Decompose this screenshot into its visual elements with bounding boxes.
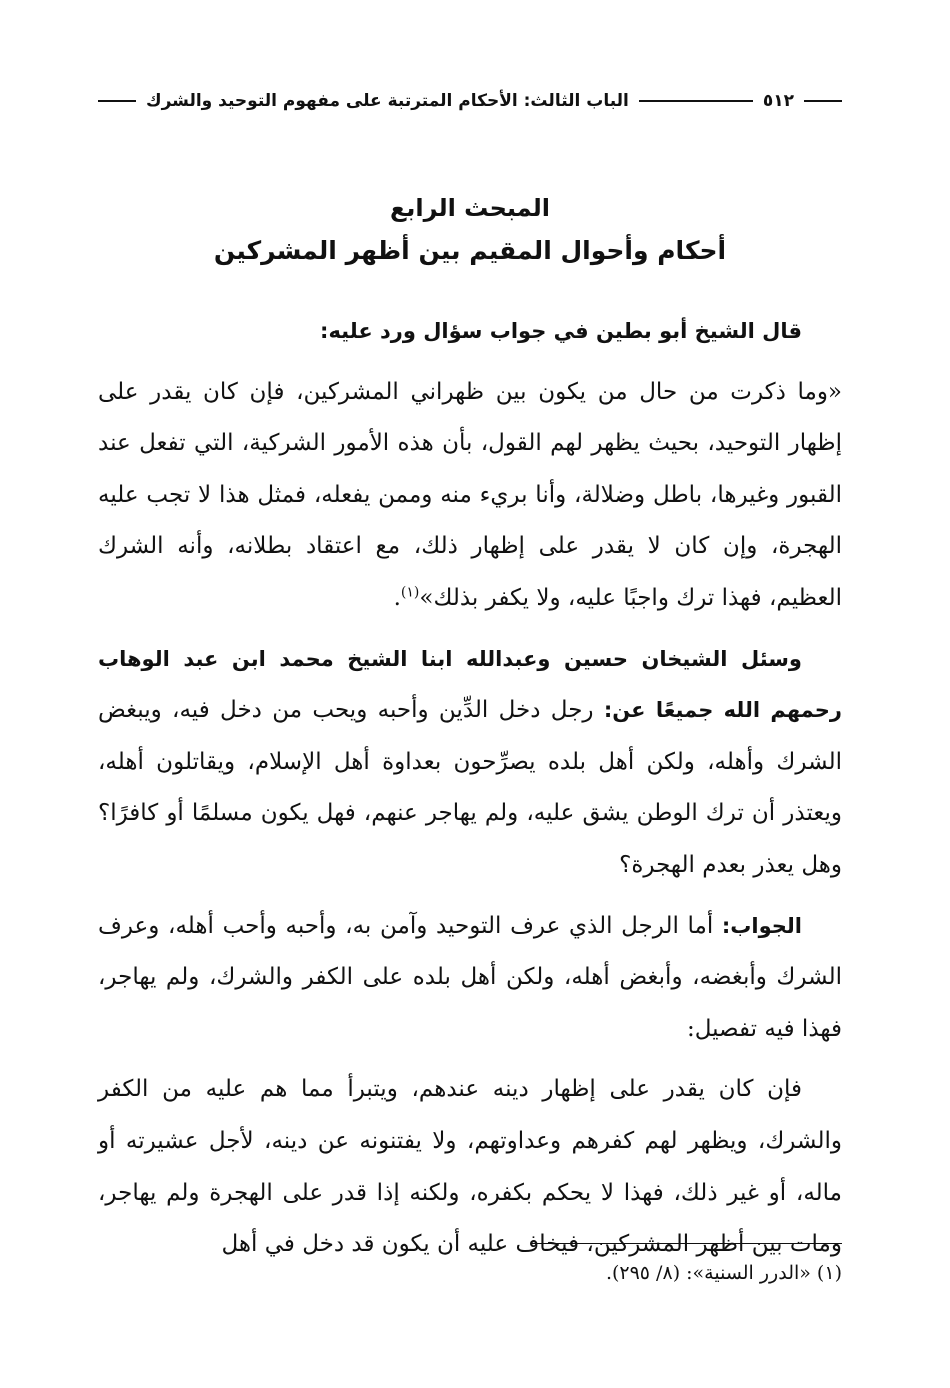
paragraph-answer: [98, 901, 842, 1056]
header-rule-right: [804, 100, 842, 102]
intro-text: قال الشيخ أبو بطين في جواب سؤال ورد عليه:: [320, 319, 802, 343]
body-text: [98, 306, 842, 1280]
section-heading: [98, 188, 842, 274]
book-page: [98, 70, 842, 1310]
footnote: (١) «الدرر السنية»: (٨/ ٢٩٥).: [605, 1262, 842, 1284]
running-header: [98, 86, 842, 116]
paragraph-detail: [98, 1064, 842, 1270]
running-title: الباب الثالث: الأحكام المترتبة على مفهوم التوحيد والشرك: [146, 91, 629, 111]
footnote-reference: (١): [400, 584, 420, 601]
paragraph-quote: [98, 367, 842, 625]
question-text: رجل دخل الدِّين وأحبه ويحب من دخل فيه، ويبغض الشرك وأهله، ولكن أهل بلده يصرِّحون بعداوة أهل الإسلام، ويقاتلون أهله، ويعتذر أن ترك الوطن يشق عليه، ولم يهاجر عنهم، فهل يكون مسلمًا أو كافرًا؟ وهل يعذر بعدم الهجرة؟: [98, 697, 842, 878]
detail-text: فإن كان يقدر على إظهار دينه عندهم، ويتبرأ مما هم عليه من الكفر والشرك، ويظهر لهم كفرهم وعداوتهم، ولا يفتنونه عن دينه، لأجل عشيرته أو ماله، أو غير ذلك، فهذا لا يحكم بكفره، ولكنه إذا قدر على الهجرة ولم يهاجر، ومات بين أظهر المشركين، فيخاف عليه أن يكون قد دخل في أهل: [98, 1076, 842, 1258]
quote-text: «وما ذكرت من حال من يكون بين ظهراني المشركين، فإن كان يقدر على إظهار التوحيد، بحيث يظهر لهم القول، بأن هذه الأمور الشركية، التي تفعل عند القبور وغيرها، باطل وضلالة، وأنا بريء منه وممن يفعله، فمثل هذا لا تجب عليه الهجرة، وإن كان لا يقدر على إظهار ذلك، مع اعتقاد بطلانه، وأنه الشرك العظيم، فهذا ترك واجبًا عليه، ولا يكفر بذلك»: [98, 378, 842, 611]
footnote-rule: [532, 1243, 842, 1244]
paragraph-intro: [98, 306, 842, 358]
header-rule-middle: [639, 100, 753, 102]
question-heading: وسئل الشيخان حسين وعبدالله ابنا الشيخ محمد ابن عبد الوهاب رحمهم الله جميعًا عن:: [98, 646, 842, 723]
paragraph-question: [98, 634, 842, 892]
answer-label: الجواب:: [721, 913, 802, 938]
section-label: المبحث الرابع: [390, 194, 550, 222]
section-title: أحكام وأحوال المقيم بين أظهر المشركين: [213, 236, 727, 265]
header-rule-left: [98, 100, 136, 102]
answer-text: أما الرجل الذي عرف التوحيد وآمن به، وأحبه وأحب أهله، وعرف الشرك وأبغضه، وأبغض أهله، ولكن أهل بلده على الكفر والشرك، ولم يهاجر، فهذا فيه تفصيل:: [98, 912, 842, 1042]
quote-end: .: [393, 584, 401, 611]
page-number: ٥١٢: [762, 91, 794, 111]
